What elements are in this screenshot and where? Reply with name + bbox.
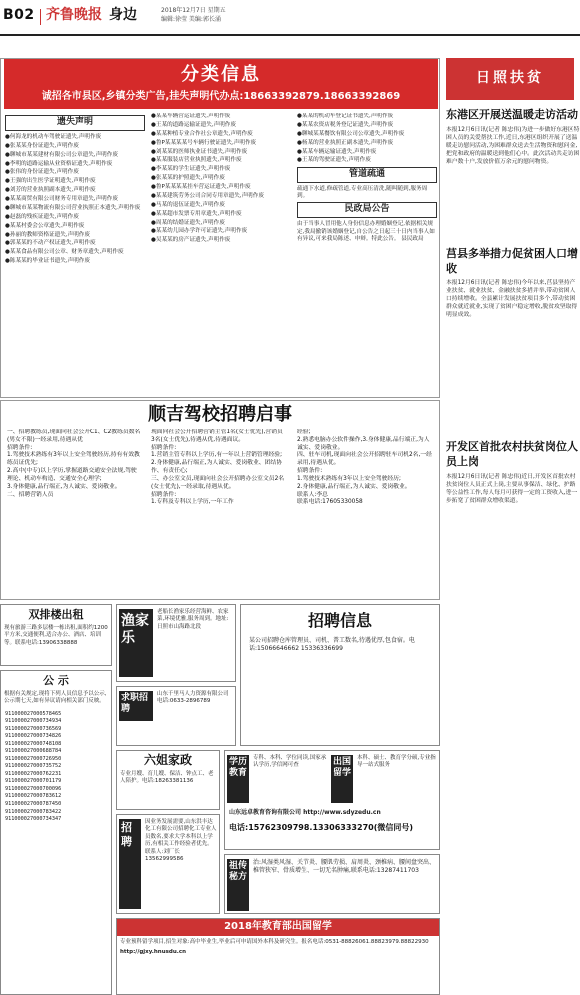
lost-notice-item: ●孙丽的教师资格证遗失,声明作废 bbox=[5, 231, 90, 238]
header-meta bbox=[161, 6, 226, 24]
right-news-column bbox=[446, 58, 580, 995]
abroad-site: http://gjxy.hnusdu.cn bbox=[120, 948, 187, 955]
lost-notice-item: ●某某幼儿园办学许可证遗失,声明作废 bbox=[151, 228, 248, 235]
lost-notice-item: ●某某车辆营运证遗失,声明作废 bbox=[151, 113, 231, 119]
news-headline-2: 莒县多举措力促贫困人口增收 bbox=[446, 246, 578, 275]
abroad-text: 专业预科留学项目,招生对象:高中毕业生,毕业后可申请国外本科及研究生。报名电话:0531-88826061.88823979.88822930 bbox=[120, 938, 429, 945]
drive-paragraph: 1.驾驶技术熟练有3年以上安全驾驶经历; bbox=[297, 475, 401, 482]
hiring-text: 某公司招聘仓库管理员、司机、普工数名,待遇优厚,包食宿。电话:15066646662 15336336699 bbox=[249, 637, 415, 653]
lost-notice-item: ●何海龙的机动车驾驶证遗失,声明作废 bbox=[5, 133, 102, 140]
lost-notice-item: ●某某服装店营业执照遗失,声明作废 bbox=[151, 157, 242, 164]
notice-id-row: 911000027000736569 bbox=[5, 725, 62, 732]
drive-paragraph: 2.身体健康,品行端正,为人诚实、爱岗敬业。 bbox=[297, 483, 411, 490]
lost-notice-item: ●马某的退伍证遗失,声明作废 bbox=[151, 201, 225, 208]
section-name: 身边 bbox=[109, 7, 137, 23]
notice-id-row: 911000027000734934 bbox=[5, 718, 62, 725]
editors: 编辑:徐莹 美编:郭长涌 bbox=[161, 16, 221, 23]
hiring-company-ad bbox=[116, 814, 220, 914]
fishing-title: 渔家乐 bbox=[119, 609, 153, 677]
notice-id-row: 911000027000734826 bbox=[5, 733, 62, 740]
drive-paragraph: 招聘条件: bbox=[7, 444, 33, 451]
drive-column-1 bbox=[7, 429, 142, 597]
classified-column-2 bbox=[151, 113, 291, 395]
notice-id-row: 911000027000787450 bbox=[5, 800, 62, 807]
drive-paragraph: 3.身体健康,品行端正,为人诚实、爱岗敬业。 bbox=[7, 483, 121, 490]
page-header bbox=[0, 0, 580, 40]
lost-notice-item: ●赵磊的残疾证遗失,声明作废 bbox=[5, 213, 79, 220]
clinic-ad bbox=[224, 854, 440, 914]
drive-paragraph: 二、招聘营销人员 bbox=[7, 491, 54, 498]
education-company: 山东远卓教育咨询有限公司 http://www.sdyzedu.cn bbox=[229, 809, 381, 816]
poverty-banner: 日照扶贫 bbox=[446, 58, 574, 100]
lost-notice-item: ●聊城某某餐饮有限公司公章遗失,声明作废 bbox=[297, 130, 405, 137]
lost-notice-item: ●某某种植专业合作社公章遗失,声明作废 bbox=[151, 130, 253, 137]
drive-paragraph: 招聘条件: bbox=[151, 444, 177, 451]
lost-notice-item: ●某某食品有限公司公章、财务章遗失,声明作废 bbox=[5, 249, 124, 256]
lost-notice-item: ●郭某某的不动产权证遗失,声明作废 bbox=[5, 240, 96, 247]
drive-paragraph: 三、办公室文员,现面向社会公开招聘办公室文员2名(女士优先),一经录取,待遇从优。 bbox=[151, 475, 285, 490]
study-abroad-title: 出国留学 bbox=[331, 755, 353, 803]
pipe-heading: 管道疏通 bbox=[297, 167, 437, 183]
drive-paragraph: 2.高中(中专)以上学历,掌握道路交通安全法规,驾驶理论、机动车构造、交通安全心理学; bbox=[7, 468, 137, 482]
lost-heading: 遗失声明 bbox=[5, 115, 145, 131]
rent-title: 双排楼出租 bbox=[28, 608, 84, 621]
drive-paragraph: 1.驾驶技术熟练有3年以上安全驾驶经历,持有有效教练员证优先; bbox=[7, 452, 140, 467]
classified-column-1 bbox=[5, 113, 145, 395]
notice-title: 公 示 bbox=[43, 674, 69, 687]
notice-id-row: 911000027000783422 bbox=[5, 808, 62, 815]
education-phone: 电话:15762309798.13306333270(微信同号) bbox=[229, 823, 414, 832]
study-abroad-program bbox=[116, 918, 440, 995]
fishing-text: 老船长渔家乐经营海鲜、农家菜,环境优雅,服务周到。地址:日照市山海路北段 bbox=[157, 609, 229, 630]
education-text: 专科、本科、学位同读,国家承认学历,学信网可查 bbox=[253, 755, 327, 769]
lost-notice-item: ●杨某的营业执照正副本遗失,声明作废 bbox=[297, 139, 394, 146]
lost-notice-item: ●陈某某的毕业证书遗失,声明作废 bbox=[5, 258, 90, 265]
hiring-ad bbox=[240, 604, 440, 746]
driving-school-ad bbox=[0, 400, 440, 600]
notice-id-row: 911000027000748108 bbox=[5, 740, 62, 747]
lost-list-3 bbox=[297, 113, 437, 165]
drive-paragraph: 2.身体健康,品行端正,为人诚实、爱岗敬业、团结协作、有责任心; bbox=[151, 460, 282, 475]
lost-notice-item: ●李某某的学生证遗失,声明作废 bbox=[151, 166, 231, 173]
lost-notice-item: ●王某的驾驶证遗失,声明作废 bbox=[297, 157, 371, 164]
notice-id-table bbox=[1, 709, 111, 826]
issue-date: 2018年12月7日 星期五 bbox=[161, 7, 226, 14]
drive-paragraph: 经验; bbox=[297, 429, 311, 435]
notice-text: 根据有关规定,现将下列人员信息予以公示,公示期七天,如有异议请向相关部门反映。 bbox=[4, 690, 107, 705]
page-code: B02 bbox=[3, 7, 35, 23]
rent-text: 现有旅游三路多层楼一栋出租,面积约1200平方米,交通便利,适合办公、酒店、培训等。联系电话:13906338888 bbox=[4, 624, 108, 646]
notice-id-row: 911000027000700096 bbox=[5, 785, 62, 792]
notice-id-row: 911000027000688784 bbox=[5, 748, 62, 755]
lost-notice-item: ●某某建筑劳务公司合同专用章遗失,声明作废 bbox=[151, 192, 264, 199]
driving-school-title: 顺吉驾校招聘启事 bbox=[148, 404, 292, 425]
classified-subtitle: 诚招各市县区,乡镇分类广告,挂失声明代办点:18663392879.18663392869 bbox=[41, 90, 401, 102]
newspaper-logo: 齐鲁晚报 bbox=[46, 7, 102, 23]
lost-notice-item: ●刘芳的营业执照副本遗失,声明作废 bbox=[5, 187, 96, 194]
drive-paragraph: 一、招聘教练员,现面向社会公开C1、C2教练员数名(男女不限)一经录用,待遇从优 bbox=[7, 429, 141, 443]
notice-id-row: 911000027000726950 bbox=[5, 755, 62, 762]
lost-notice-item: ●王强的出生医学证明遗失,声明作废 bbox=[5, 178, 96, 185]
clinic-title: 祖传秘方 bbox=[227, 859, 249, 911]
notice-id-row: 911000027000734347 bbox=[5, 816, 62, 823]
drive-paragraph: 四、驻车司机,现面向社会公开招聘驻车司机2名,一经录用,待遇从优。 bbox=[297, 452, 432, 467]
lost-notice-item: ●某某农资店税务登记证遗失,声明作废 bbox=[297, 121, 394, 128]
notice-id-row: 911000027000578465 bbox=[5, 710, 62, 717]
classified-title: 分类信息 bbox=[181, 64, 261, 85]
lost-notice-item: ●李明的道路运输从业资格证遗失,声明作废 bbox=[5, 160, 113, 167]
classified-section bbox=[0, 58, 440, 398]
drive-column-2 bbox=[151, 429, 286, 597]
lost-notice-item: ●某某车辆运输证遗失,声明作废 bbox=[297, 148, 377, 155]
drive-paragraph: 2.熟悉电脑办公软件操作,3.身体健康,品行端正,为人诚实、爱岗敬业。 bbox=[297, 436, 430, 451]
drive-paragraph: 1.专科及专科以上学历,一年工作 bbox=[151, 499, 234, 506]
lost-notice-item: ●聊城市某某建材有限公司公章遗失,声明作废 bbox=[5, 151, 118, 158]
education-ad bbox=[224, 750, 440, 850]
drive-paragraph: 联系电话:17605330058 bbox=[297, 499, 363, 506]
lost-notice-item: ●周某的结婚证遗失,声明作废 bbox=[151, 219, 225, 226]
lost-notice-item: ●鲁P某某某某号车辆行驶证遗失,声明作废 bbox=[151, 139, 257, 146]
lost-list-1 bbox=[5, 134, 145, 266]
lost-notice-item: ●张某某身份证遗失,声明作废 bbox=[5, 142, 79, 149]
public-notice bbox=[0, 670, 112, 995]
lost-notice-item: ●聊城市某某物流有限公司营业执照正本遗失,声明作废 bbox=[5, 204, 141, 211]
drive-paragraph: 1.营销主管专科以上学历,有一年以上营销管理经验; bbox=[151, 452, 283, 459]
lost-notice-item: ●王某的道路运输证遗失,声明作废 bbox=[151, 121, 236, 128]
fishing-ad bbox=[116, 604, 236, 682]
notice-id-row: 911000027000762231 bbox=[5, 770, 62, 777]
study-abroad-text: 本科、硕士、教育学分硕,专业指导一站式服务 bbox=[357, 755, 436, 769]
notice-id-row: 911000027000783612 bbox=[5, 793, 62, 800]
lost-notice-item: ●某某村委会公章遗失,声明作废 bbox=[5, 222, 85, 229]
drive-paragraph: 招聘条件: bbox=[151, 491, 177, 498]
lost-notice-item: ●某某商贸有限公司财务专用章遗失,声明作废 bbox=[5, 196, 118, 202]
education-title: 学历教育 bbox=[227, 755, 249, 803]
lost-notice-item: ●张伟的身份证遗失,声明作废 bbox=[5, 169, 79, 176]
civil-heading: 民政局公告 bbox=[297, 202, 437, 218]
job-seek-title: 求职招聘 bbox=[119, 691, 153, 721]
company-hiring-title: 招聘 bbox=[119, 819, 141, 909]
lost-notice-item: ●刘某某的医师执业证书遗失,声明作废 bbox=[151, 148, 248, 155]
notice-id-row: 911000027000735752 bbox=[5, 763, 62, 770]
news-headline-3: 开发区首批农村扶贫岗位人员上岗 bbox=[446, 440, 578, 469]
abroad-title: 2018年教育部出国留学 bbox=[117, 919, 439, 936]
lost-notice-item: ●张某某的护照遗失,声明作废 bbox=[151, 175, 225, 182]
pipe-text: 疏通下水道,修疏管道,专业高压清洗,随叫随到,服务周到。 bbox=[297, 185, 428, 199]
lost-notice-item: ●吴某某的房产证遗失,声明作废 bbox=[151, 237, 231, 244]
job-seek-ad bbox=[116, 686, 236, 746]
header-rule bbox=[0, 34, 580, 36]
housekeeping-title: 六姐家政 bbox=[143, 753, 192, 767]
lost-notice-item: ●鲁P某某某某挂车营运证遗失,声明作废 bbox=[151, 184, 251, 190]
drive-paragraph: 现面向社会公开招聘营销主管1名(女士优先),营销员3名(女士优先),待遇从优,待遇面议。 bbox=[151, 429, 283, 443]
header-divider bbox=[40, 9, 41, 25]
clinic-text: 治:风湿类风湿、关节炎、腰肌劳损、肩周炎、颈椎病、腰间盘突出、椎管狭窄、骨质增生、一切无名肿痛,联系电话:13287411703 bbox=[253, 859, 436, 875]
classified-column-3 bbox=[297, 113, 437, 395]
lost-list-2 bbox=[151, 113, 291, 245]
rent-ad bbox=[0, 604, 112, 666]
hiring-title: 招聘信息 bbox=[307, 611, 372, 630]
drive-column-3 bbox=[297, 429, 435, 597]
housekeeping-ad bbox=[116, 750, 220, 810]
notice-id-row: 911000027000701179 bbox=[5, 778, 62, 785]
news-headline-1: 东港区开展送温暖走访活动 bbox=[446, 108, 578, 121]
news-body-3: 本报12月6日讯(记者 陈忠伟)近日,开发区首批农村扶贫岗位人员正式上岗,主要从事保洁、绿化、护路等公益性工作,每人每月可获得一定的工资收入,进一步拓宽了贫困群众增收渠道。 bbox=[446, 474, 578, 505]
lost-notice-item: ●某某的机动车登记证书遗失,声明作废 bbox=[297, 113, 394, 119]
drive-paragraph: 联系人:李总 bbox=[297, 491, 328, 498]
classified-banner bbox=[4, 59, 438, 109]
job-seek-text: 山东千里马人力资源有限公司 电话:0633-2896789 bbox=[157, 691, 229, 705]
lost-notice-item: ●某某超市发票专用章遗失,声明作废 bbox=[151, 210, 242, 217]
news-body-1: 本报12月6日讯(记者 陈忠伟)为进一步做好东港区特困人员的关爱帮扶工作,近日,东港区组织开展了送温暖走访慰问活动,为困难群众送去生活物资和慰问金,把党和政府的温暖送到他们心中。此次活动共走访困难户数十户,发放价值万余元的慰问物资。 bbox=[446, 126, 580, 165]
drive-paragraph: 招聘条件: bbox=[297, 468, 323, 475]
housekeeping-text: 专业月嫂、育儿嫂、保洁、钟点工、老人陪护。电话:18263381136 bbox=[120, 771, 214, 785]
company-hiring-text: 因业务发展需要,山东洪丰达化工有限公司招聘化工专业人员数名,要求大学本科以上学历,有相关工作经验者优先。联系人:刘厂长 13562999586 bbox=[145, 819, 217, 863]
news-body-2: 本报12月6日讯(记者 陈忠伟)今年以来,莒县坚持产业扶贫、就业扶贫、金融扶贫多措并举,带动贫困人口持续增收。全县累计发展扶贫项目多个,带动贫困群众就近就业,实现了贫困户稳定增收,脱贫攻坚取得明显成效。 bbox=[446, 280, 578, 319]
civil-text: 由于当事人冒用他人身份信息办理婚姻登记,依据相关规定,我局撤销该婚姻登记,自公告之日起三十日内当事人如有异议,可来我局陈述、申辩。特此公告。 县民政局 bbox=[297, 221, 435, 242]
